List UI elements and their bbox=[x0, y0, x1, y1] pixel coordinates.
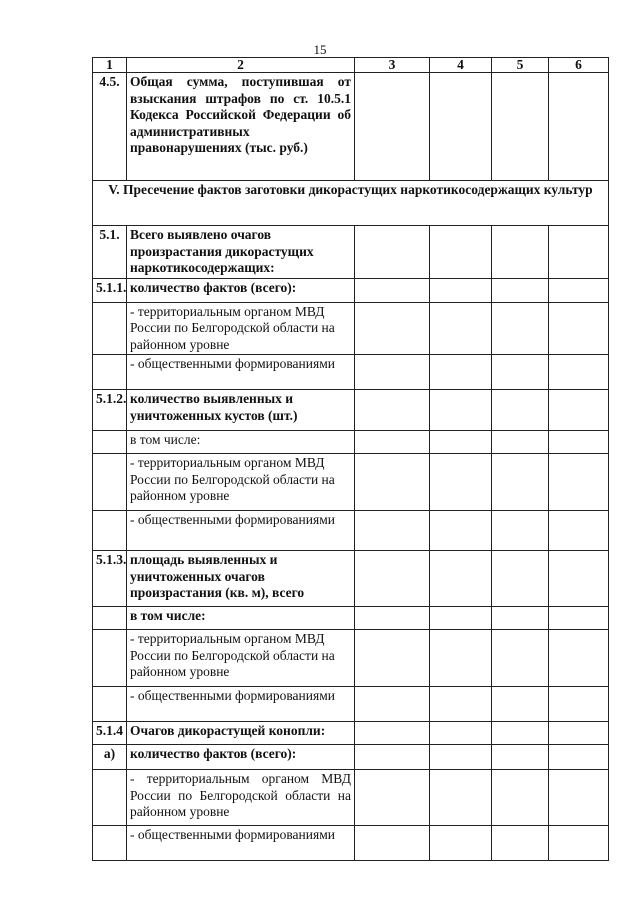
row-number: а) bbox=[93, 745, 127, 770]
table-row bbox=[93, 226, 609, 279]
table-row bbox=[93, 770, 609, 826]
row-label: количество фактов (всего): bbox=[127, 745, 355, 770]
page-number: 15 bbox=[313, 42, 327, 57]
row-label: Общая сумма, поступившая от взыскания штрафов по ст. 10.5.1 Кодекса Российской Федерации об административных правонарушениях (тыс. руб.) bbox=[127, 73, 355, 181]
row-label: Всего выявлено очагов произрастания дикорастущих наркотикосодержащих: bbox=[127, 226, 355, 279]
table-row bbox=[93, 355, 609, 390]
row-number: 5.1.4 bbox=[93, 722, 127, 745]
table-row bbox=[93, 73, 609, 181]
section-row bbox=[93, 181, 609, 226]
row-number: 5.1. bbox=[93, 226, 127, 279]
table-row bbox=[93, 302, 609, 355]
row-number: 4.5. bbox=[93, 73, 127, 181]
row-number: 5.1.3. bbox=[93, 551, 127, 607]
header-cell: 6 bbox=[549, 58, 609, 73]
table-row bbox=[93, 454, 609, 511]
row-label: - территориальным органом МВД России по Белгородской области на районном уровне bbox=[127, 454, 355, 511]
row-number: 5.1.2. bbox=[93, 390, 127, 431]
table-row bbox=[93, 687, 609, 722]
row-label: Очагов дикорастущей конопли: bbox=[127, 722, 355, 745]
table-row bbox=[93, 551, 609, 607]
row-label: - общественными формированиями bbox=[127, 687, 355, 722]
header-cell: 4 bbox=[430, 58, 492, 73]
row-label: количество выявленных и уничтоженных кустов (шт.) bbox=[127, 390, 355, 431]
row-label: в том числе: bbox=[127, 607, 355, 630]
table-header-row bbox=[93, 58, 609, 73]
table-row bbox=[93, 278, 609, 302]
row-label: площадь выявленных и уничтоженных очагов произрастания (кв. м), всего bbox=[127, 551, 355, 607]
table-row bbox=[93, 431, 609, 454]
header-cell: 1 bbox=[93, 58, 127, 73]
row-label: - общественными формированиями bbox=[127, 355, 355, 390]
row-number: 5.1.1. bbox=[93, 278, 127, 302]
table-row bbox=[93, 390, 609, 431]
header-cell: 3 bbox=[355, 58, 430, 73]
row-label: - территориальным органом МВД России по Белгородской области на районном уровне bbox=[127, 630, 355, 687]
report-table bbox=[92, 57, 609, 861]
header-cell: 5 bbox=[492, 58, 549, 73]
row-label: в том числе: bbox=[127, 431, 355, 454]
table-row bbox=[93, 826, 609, 861]
table-row bbox=[93, 511, 609, 551]
table-row bbox=[93, 722, 609, 745]
row-label: - общественными формированиями bbox=[127, 826, 355, 861]
row-label: - общественными формированиями bbox=[127, 511, 355, 551]
row-label: количество фактов (всего): bbox=[127, 278, 355, 302]
row-label: - территориальным органом МВД России по Белгородской области на районном уровне bbox=[127, 302, 355, 355]
table-row bbox=[93, 607, 609, 630]
table-row bbox=[93, 745, 609, 770]
row-label: - территориальным органом МВД России по Белгородской области на районном уровне bbox=[127, 770, 355, 826]
table-row bbox=[93, 630, 609, 687]
header-cell: 2 bbox=[127, 58, 355, 73]
section-title: V. Пресечение фактов заготовки дикорастущих наркотикосодержащих культур bbox=[93, 181, 609, 226]
